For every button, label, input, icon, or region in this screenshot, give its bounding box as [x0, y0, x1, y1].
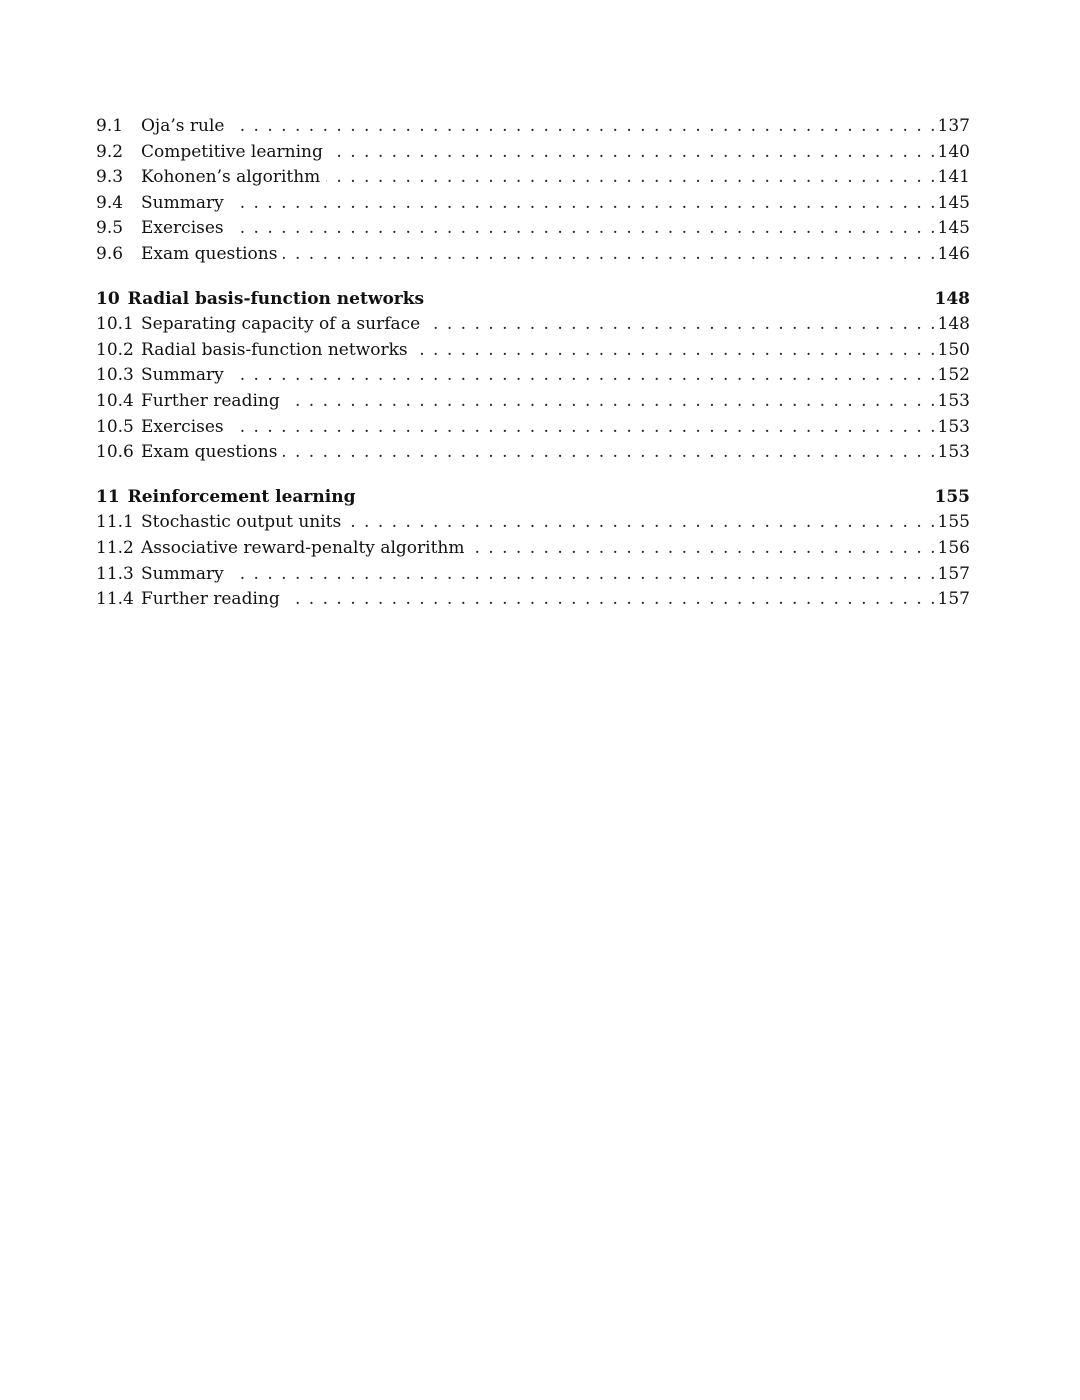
chapter-number: 11	[96, 486, 120, 507]
section-number: 10.2	[96, 339, 134, 360]
page-number: 157	[937, 563, 970, 584]
dot-leader	[326, 165, 935, 191]
dot-leader	[286, 389, 936, 415]
section-number: 9.4	[96, 192, 124, 213]
dot-leader	[283, 242, 935, 268]
section-number: 11.4	[96, 589, 134, 610]
chapter-heading[interactable]	[96, 485, 970, 511]
chapter-page-number: 148	[934, 288, 970, 309]
section-number: 9.1	[96, 116, 124, 136]
dot-leader	[230, 363, 936, 389]
toc-entry[interactable]	[96, 415, 970, 441]
toc-entry[interactable]	[96, 587, 970, 613]
chapter-title: Radial basis-function networks	[127, 288, 425, 309]
page-number: 145	[937, 192, 970, 213]
page-number: 140	[937, 141, 970, 162]
toc-entry[interactable]	[96, 165, 970, 191]
dot-leader	[283, 440, 935, 466]
dot-leader	[470, 536, 935, 562]
section-number: 10.5	[96, 416, 134, 437]
section-title: Summary	[141, 363, 230, 389]
page-number: 152	[937, 365, 970, 386]
page-number: 141	[937, 167, 970, 188]
section-number: 11.3	[96, 563, 134, 584]
section-number: 10.1	[96, 314, 134, 335]
section-number: 11.1	[96, 512, 134, 533]
toc-entry[interactable]	[96, 338, 970, 364]
section-title: Exercises	[141, 415, 230, 441]
section-title: Exam questions	[141, 242, 283, 268]
page-number: 156	[937, 537, 970, 558]
toc-group-chapter-10	[96, 287, 970, 466]
toc-entry[interactable]	[96, 140, 970, 166]
dot-leader	[230, 415, 936, 441]
toc-entry[interactable]	[96, 562, 970, 588]
page-number: 157	[937, 589, 970, 610]
section-number: 11.2	[96, 537, 134, 558]
section-title: Further reading	[141, 389, 286, 415]
page-number: 153	[937, 442, 970, 463]
dot-leader	[230, 114, 935, 140]
toc-group-chapter-9	[96, 114, 970, 268]
chapter-number: 10	[96, 288, 120, 309]
dot-leader	[426, 312, 935, 338]
section-number: 10.4	[96, 390, 134, 411]
section-title: Summary	[141, 191, 230, 217]
toc-entry[interactable]	[96, 440, 970, 466]
section-title: Kohonen’s algorithm	[141, 165, 326, 191]
toc-entry[interactable]	[96, 536, 970, 562]
page-number: 153	[937, 416, 970, 437]
dot-leader	[414, 338, 936, 364]
chapter-page-number: 155	[934, 486, 970, 507]
toc-entry[interactable]	[96, 191, 970, 217]
chapter-heading[interactable]	[96, 287, 970, 313]
toc-entry[interactable]	[96, 242, 970, 268]
toc-entry[interactable]	[96, 216, 970, 242]
section-title: Stochastic output units	[141, 510, 347, 536]
page-number: 153	[937, 390, 970, 411]
dot-leader	[286, 587, 936, 613]
toc-entry[interactable]	[96, 363, 970, 389]
dot-leader	[347, 510, 935, 536]
page-number: 155	[937, 512, 970, 533]
section-number: 10.6	[96, 442, 134, 463]
section-title: Associative reward-penalty algorithm	[141, 536, 470, 562]
page-number: 148	[937, 314, 970, 335]
dot-leader	[230, 191, 936, 217]
page-number: 150	[937, 339, 970, 360]
section-title: Separating capacity of a surface	[141, 312, 426, 338]
toc-entry[interactable]	[96, 389, 970, 415]
page-number: 145	[937, 218, 970, 239]
section-title: Further reading	[141, 587, 286, 613]
page-number: 137	[937, 116, 970, 136]
section-title: Competitive learning	[141, 140, 329, 166]
section-title: Exam questions	[141, 440, 283, 466]
section-title: Summary	[141, 562, 230, 588]
dot-leader	[230, 562, 936, 588]
chapter-title: Reinforcement learning	[127, 486, 356, 507]
section-number: 9.6	[96, 243, 124, 264]
toc-entry[interactable]	[96, 510, 970, 536]
section-number: 9.3	[96, 167, 124, 188]
section-title: Exercises	[141, 216, 230, 242]
toc-group-chapter-11	[96, 485, 970, 613]
section-number: 9.2	[96, 141, 124, 162]
section-number: 10.3	[96, 365, 134, 386]
table-of-contents	[96, 114, 970, 613]
dot-leader	[230, 216, 936, 242]
section-number: 9.5	[96, 218, 124, 239]
dot-leader	[329, 140, 936, 166]
section-title: Radial basis-function networks	[141, 338, 414, 364]
toc-entry[interactable]	[96, 114, 970, 140]
section-title: Oja’s rule	[141, 114, 230, 140]
toc-entry[interactable]	[96, 312, 970, 338]
page-number: 146	[937, 243, 970, 264]
